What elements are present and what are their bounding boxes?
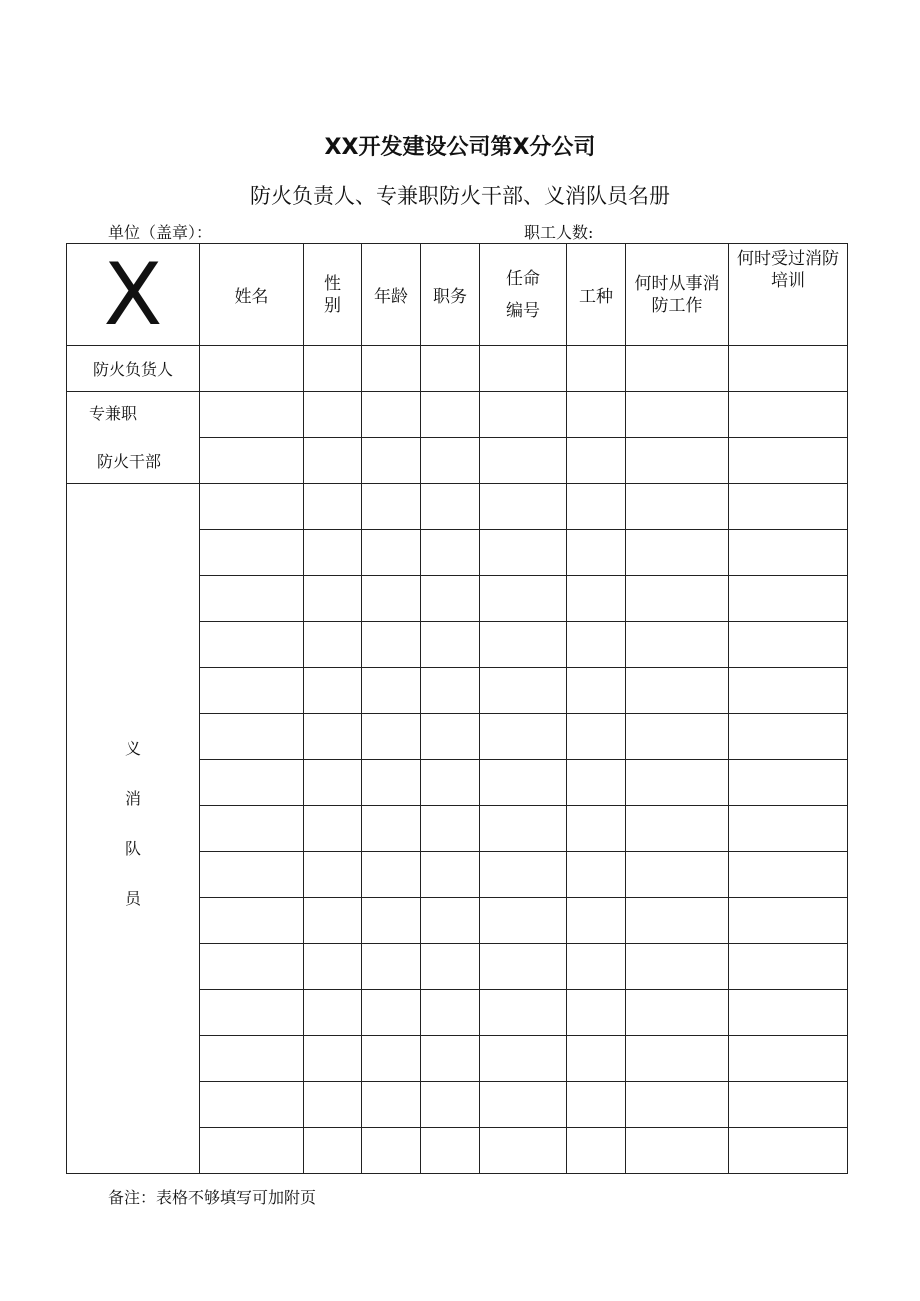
header-name: 姓名 bbox=[200, 244, 304, 346]
table-cell[interactable] bbox=[729, 714, 848, 760]
table-cell[interactable] bbox=[362, 990, 421, 1036]
header-appointment-line1: 任命 bbox=[506, 268, 540, 289]
table-cell[interactable] bbox=[567, 1082, 626, 1128]
table-cell[interactable] bbox=[729, 1036, 848, 1082]
row-label-volunteer-char-3: 队 bbox=[124, 839, 141, 858]
table-cell[interactable] bbox=[362, 530, 421, 576]
table-cell[interactable] bbox=[626, 806, 729, 852]
document-title: XX开发建设公司第X分公司 bbox=[324, 135, 596, 160]
table-cell[interactable] bbox=[200, 392, 304, 438]
header-fire-work-since bbox=[626, 244, 729, 346]
table-cell[interactable] bbox=[200, 714, 304, 760]
table-cell[interactable] bbox=[362, 484, 421, 530]
table-cell[interactable] bbox=[421, 438, 480, 484]
roster-table bbox=[66, 243, 848, 1174]
table-cell[interactable] bbox=[304, 484, 362, 530]
header-gender-line2: 别 bbox=[324, 295, 341, 316]
table-cell[interactable] bbox=[729, 622, 848, 668]
table-cell[interactable] bbox=[304, 622, 362, 668]
table-cell[interactable] bbox=[626, 760, 729, 806]
table-cell[interactable] bbox=[480, 346, 567, 392]
table-cell[interactable] bbox=[304, 760, 362, 806]
table-cell[interactable] bbox=[626, 898, 729, 944]
header-gender-line1: 性 bbox=[324, 273, 341, 294]
table-cell[interactable] bbox=[729, 530, 848, 576]
table-cell[interactable] bbox=[421, 484, 480, 530]
table-cell[interactable] bbox=[421, 852, 480, 898]
table-cell[interactable] bbox=[362, 576, 421, 622]
table-cell[interactable] bbox=[480, 1082, 567, 1128]
table-cell[interactable] bbox=[567, 484, 626, 530]
table-cell[interactable] bbox=[362, 1036, 421, 1082]
table-cell[interactable] bbox=[729, 346, 848, 392]
table-cell[interactable] bbox=[626, 852, 729, 898]
table-cell[interactable] bbox=[626, 346, 729, 392]
table-cell[interactable] bbox=[362, 392, 421, 438]
table-cell[interactable] bbox=[304, 714, 362, 760]
corner-cross-mark bbox=[67, 244, 200, 346]
table-cell[interactable] bbox=[729, 990, 848, 1036]
table-cell[interactable] bbox=[200, 346, 304, 392]
table-cell[interactable] bbox=[200, 852, 304, 898]
table-cell[interactable] bbox=[480, 806, 567, 852]
table-cell[interactable] bbox=[480, 576, 567, 622]
table-cell[interactable] bbox=[200, 1036, 304, 1082]
table-cell[interactable] bbox=[626, 944, 729, 990]
table-cell[interactable] bbox=[200, 1082, 304, 1128]
table-cell[interactable] bbox=[729, 392, 848, 438]
table-cell[interactable] bbox=[421, 530, 480, 576]
row-label-part-time-cadre bbox=[67, 392, 200, 484]
table-cell[interactable] bbox=[304, 530, 362, 576]
table-cell[interactable] bbox=[626, 1036, 729, 1082]
table-cell[interactable] bbox=[626, 530, 729, 576]
table-cell[interactable] bbox=[567, 668, 626, 714]
header-since-line1: 何时从事消 bbox=[634, 273, 720, 294]
table-header-row bbox=[67, 244, 848, 346]
table-cell[interactable] bbox=[421, 1036, 480, 1082]
table-cell[interactable] bbox=[304, 668, 362, 714]
table-cell[interactable] bbox=[480, 1128, 567, 1174]
corner-cross-glyph: X bbox=[103, 244, 163, 345]
row-label-part-time-line1: 专兼职 bbox=[89, 404, 138, 423]
table-cell[interactable] bbox=[729, 1082, 848, 1128]
table-cell[interactable] bbox=[729, 944, 848, 990]
table-cell[interactable] bbox=[421, 760, 480, 806]
table-cell[interactable] bbox=[626, 668, 729, 714]
table-cell[interactable] bbox=[626, 1082, 729, 1128]
table-cell[interactable] bbox=[567, 438, 626, 484]
row-label-part-time-line2: 防火干部 bbox=[97, 452, 162, 471]
table-cell[interactable] bbox=[304, 898, 362, 944]
table-cell[interactable] bbox=[304, 1082, 362, 1128]
table-cell[interactable] bbox=[480, 1036, 567, 1082]
table-cell[interactable] bbox=[421, 622, 480, 668]
table-cell[interactable] bbox=[421, 990, 480, 1036]
row-label-volunteer-char-2: 消 bbox=[124, 789, 141, 808]
header-age: 年龄 bbox=[362, 244, 421, 346]
table-cell[interactable] bbox=[304, 944, 362, 990]
table-cell[interactable] bbox=[480, 852, 567, 898]
table-cell[interactable] bbox=[304, 438, 362, 484]
table-cell[interactable] bbox=[480, 944, 567, 990]
table-cell[interactable] bbox=[567, 346, 626, 392]
table-cell[interactable] bbox=[626, 392, 729, 438]
table-cell[interactable] bbox=[200, 760, 304, 806]
table-cell[interactable] bbox=[421, 1082, 480, 1128]
table-cell[interactable] bbox=[421, 898, 480, 944]
table-cell[interactable] bbox=[480, 714, 567, 760]
table-cell[interactable] bbox=[480, 990, 567, 1036]
table-cell[interactable] bbox=[421, 944, 480, 990]
table-cell[interactable] bbox=[200, 484, 304, 530]
table-cell[interactable] bbox=[567, 1036, 626, 1082]
table-cell[interactable] bbox=[304, 806, 362, 852]
table-cell[interactable] bbox=[200, 806, 304, 852]
header-fire-training bbox=[729, 244, 848, 346]
table-cell[interactable] bbox=[362, 714, 421, 760]
table-cell[interactable] bbox=[200, 438, 304, 484]
table-cell[interactable] bbox=[729, 668, 848, 714]
table-cell[interactable] bbox=[362, 806, 421, 852]
table-cell[interactable] bbox=[304, 346, 362, 392]
table-cell[interactable] bbox=[421, 714, 480, 760]
table-cell[interactable] bbox=[480, 484, 567, 530]
table-cell[interactable] bbox=[421, 392, 480, 438]
table-cell[interactable] bbox=[200, 990, 304, 1036]
table-cell[interactable] bbox=[729, 1128, 848, 1174]
header-appointment-number bbox=[480, 244, 567, 346]
staff-count-label: 职工人数: bbox=[524, 223, 594, 242]
row-label-fire-responsible: 防火负货人 bbox=[67, 346, 200, 392]
table-cell[interactable] bbox=[304, 852, 362, 898]
header-training-line2: 培训 bbox=[771, 271, 805, 291]
table-cell[interactable] bbox=[200, 944, 304, 990]
table-cell[interactable] bbox=[567, 392, 626, 438]
table-cell[interactable] bbox=[362, 346, 421, 392]
table-cell[interactable] bbox=[421, 1128, 480, 1174]
table-cell[interactable] bbox=[304, 1128, 362, 1174]
header-position: 职务 bbox=[421, 244, 480, 346]
row-label-volunteer bbox=[67, 484, 200, 1174]
table-cell[interactable] bbox=[421, 806, 480, 852]
header-trade: 工种 bbox=[567, 244, 626, 346]
table-cell[interactable] bbox=[480, 438, 567, 484]
row-label-volunteer-char-1: 义 bbox=[124, 739, 141, 758]
table-cell[interactable] bbox=[626, 714, 729, 760]
table-cell[interactable] bbox=[362, 668, 421, 714]
table-cell[interactable] bbox=[567, 1128, 626, 1174]
table-row bbox=[67, 392, 848, 438]
table-cell[interactable] bbox=[480, 622, 567, 668]
table-cell[interactable] bbox=[304, 392, 362, 438]
table-cell[interactable] bbox=[626, 1128, 729, 1174]
table-cell[interactable] bbox=[362, 852, 421, 898]
table-cell[interactable] bbox=[567, 944, 626, 990]
table-cell[interactable] bbox=[626, 990, 729, 1036]
table-cell[interactable] bbox=[567, 576, 626, 622]
table-cell[interactable] bbox=[480, 760, 567, 806]
table-cell[interactable] bbox=[421, 346, 480, 392]
table-cell[interactable] bbox=[567, 806, 626, 852]
table-row bbox=[67, 484, 848, 530]
table-cell[interactable] bbox=[729, 484, 848, 530]
table-cell[interactable] bbox=[567, 530, 626, 576]
table-cell[interactable] bbox=[200, 898, 304, 944]
table-cell[interactable] bbox=[567, 714, 626, 760]
table-cell[interactable] bbox=[729, 898, 848, 944]
table-cell[interactable] bbox=[362, 760, 421, 806]
table-cell[interactable] bbox=[421, 668, 480, 714]
table-cell[interactable] bbox=[200, 668, 304, 714]
table-cell[interactable] bbox=[421, 576, 480, 622]
table-cell[interactable] bbox=[626, 622, 729, 668]
footer-note: 备注：表格不够填写可加附页 bbox=[108, 1188, 317, 1207]
table-cell[interactable] bbox=[567, 622, 626, 668]
table-cell[interactable] bbox=[729, 438, 848, 484]
table-row bbox=[67, 346, 848, 392]
table-cell[interactable] bbox=[480, 898, 567, 944]
table-cell[interactable] bbox=[729, 576, 848, 622]
document-subtitle: 防火负责人、专兼职防火干部、义消队员名册 bbox=[250, 184, 670, 208]
table-cell[interactable] bbox=[362, 622, 421, 668]
header-since-line2: 防工作 bbox=[651, 295, 703, 316]
table-cell[interactable] bbox=[567, 852, 626, 898]
header-appointment-line2: 编号 bbox=[506, 300, 540, 321]
table-cell[interactable] bbox=[729, 806, 848, 852]
table-cell[interactable] bbox=[567, 760, 626, 806]
table-cell[interactable] bbox=[304, 1036, 362, 1082]
table-cell[interactable] bbox=[362, 1128, 421, 1174]
header-gender bbox=[304, 244, 362, 346]
header-training-line1: 何时受过消防 bbox=[737, 249, 839, 269]
table-cell[interactable] bbox=[626, 484, 729, 530]
table-cell[interactable] bbox=[200, 622, 304, 668]
table-cell[interactable] bbox=[626, 576, 729, 622]
table-cell[interactable] bbox=[362, 944, 421, 990]
table-cell[interactable] bbox=[480, 668, 567, 714]
table-cell[interactable] bbox=[362, 898, 421, 944]
table-cell[interactable] bbox=[200, 576, 304, 622]
table-cell[interactable] bbox=[567, 898, 626, 944]
table-cell[interactable] bbox=[362, 1082, 421, 1128]
table-cell[interactable] bbox=[626, 438, 729, 484]
table-cell[interactable] bbox=[304, 576, 362, 622]
table-cell[interactable] bbox=[480, 392, 567, 438]
table-cell[interactable] bbox=[729, 760, 848, 806]
row-label-volunteer-char-4: 员 bbox=[124, 889, 141, 908]
table-cell[interactable] bbox=[362, 438, 421, 484]
table-cell[interactable] bbox=[567, 990, 626, 1036]
table-cell[interactable] bbox=[200, 1128, 304, 1174]
table-cell[interactable] bbox=[729, 852, 848, 898]
table-cell[interactable] bbox=[480, 530, 567, 576]
table-cell[interactable] bbox=[200, 530, 304, 576]
unit-seal-label: 单位（盖章）： bbox=[108, 223, 213, 242]
table-cell[interactable] bbox=[304, 990, 362, 1036]
